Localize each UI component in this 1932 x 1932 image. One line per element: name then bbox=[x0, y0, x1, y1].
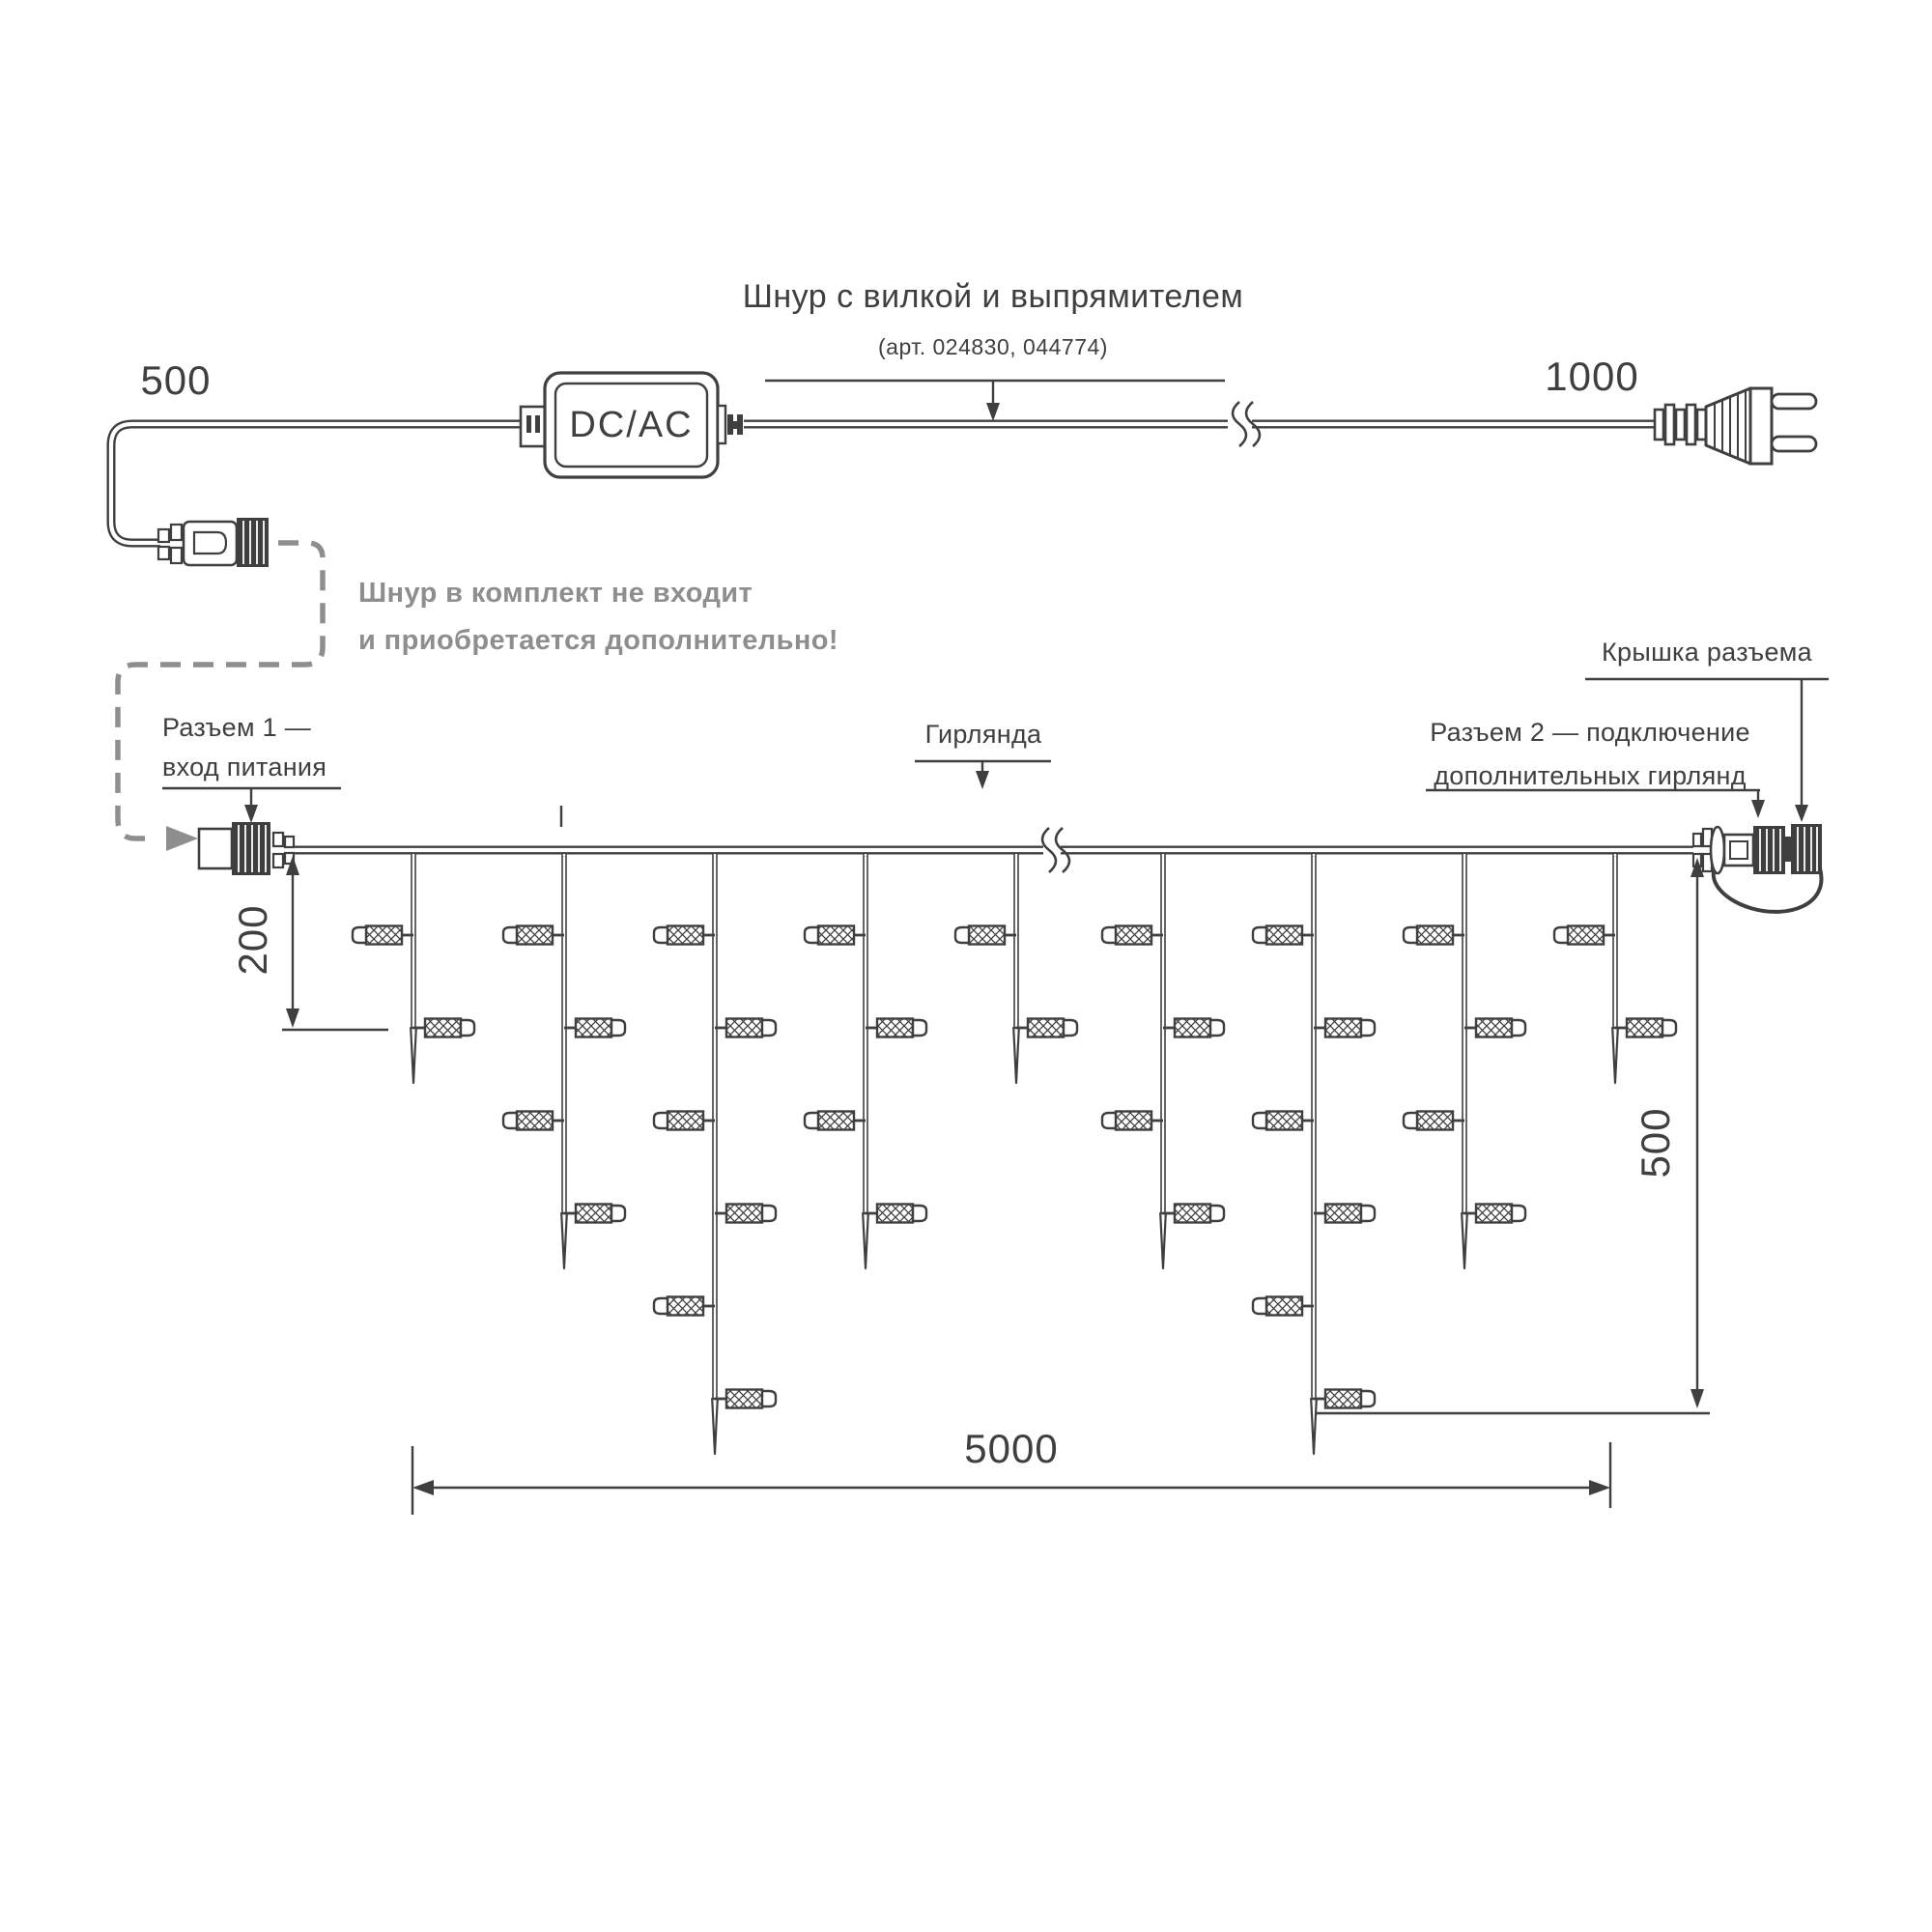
dim-1000-cord-label: 1000 bbox=[1545, 354, 1639, 399]
garland-label: Гирлянда bbox=[924, 720, 1042, 749]
connector2-label-line2: дополнительных гирлянд bbox=[1434, 760, 1747, 790]
connector2-label bbox=[1408, 711, 1772, 797]
connector2-label-line1: Разъем 2 — подключение bbox=[1430, 718, 1750, 747]
connector1-label-line2: вход питания bbox=[162, 752, 327, 781]
dim-500-cord-label: 500 bbox=[140, 357, 212, 403]
note-line-2: и приобретается дополнительно! bbox=[358, 625, 838, 657]
connector1-label-line1: Разъем 1 — bbox=[162, 713, 312, 742]
not-included-note bbox=[358, 570, 919, 666]
cord-label: Шнур с вилкой и выпрямителем bbox=[742, 278, 1244, 315]
dcac-label: DC/AC bbox=[569, 405, 694, 445]
note-line-1: Шнур в комплект не входит bbox=[358, 578, 753, 609]
cord-sublabel: (арт. 024830, 044774) bbox=[878, 334, 1108, 359]
dim-5000-label: 5000 bbox=[964, 1426, 1059, 1471]
dim-500-height-label: 500 bbox=[1632, 1107, 1678, 1179]
dim-200-label: 200 bbox=[229, 904, 275, 976]
connector1-label bbox=[162, 708, 384, 786]
cap-label: Крышка разъема bbox=[1602, 638, 1812, 667]
